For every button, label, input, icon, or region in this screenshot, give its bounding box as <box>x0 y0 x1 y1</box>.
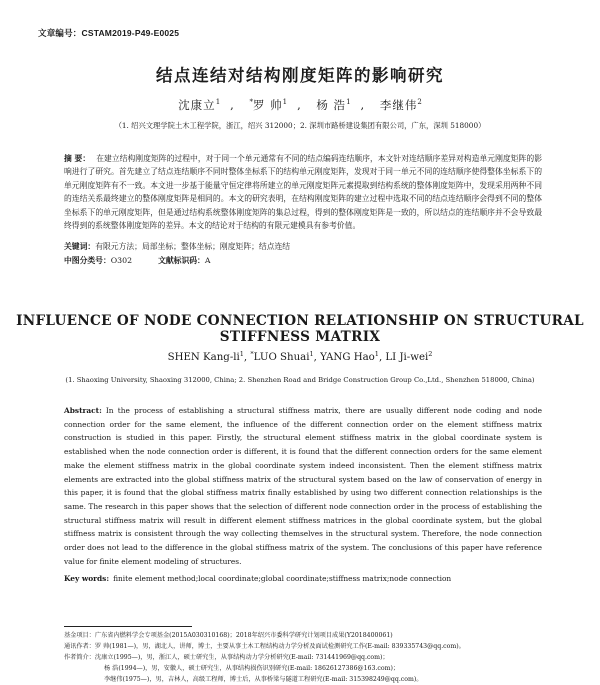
abstract-cn-text: 在建立结构刚度矩阵的过程中，对于同一个单元通常有不同的结点编码连结顺序，本文针对连结顺序差异对构造单元刚度矩阵的影响进行了研究。首先建立了结点连结顺序不同时整体坐标系下的结构单元刚度矩阵，发现对于同一单元不同的连结顺序使得整体坐标系下的单元刚度矩阵有不一致。本文进一步基于能量守恒定律将所建立的单元刚度矩阵元素提取到结构系统的整体刚度矩阵中，发现采用两种不同的连结关系最终建立的整体刚度矩阵是相同的。本文的研究表明，在结构刚度矩阵的建立过程中选取不同的结点连结顺序会得到不同的整体坐标系下的单元刚度矩阵，但是通过结构系统整体刚度矩阵的集总过程，得到的整体刚度矩阵是一致的，所以结点的连结顺序并不会导致最终得到的系统整体刚度矩阵的差异。本文的结论对于结构的有限元建模具有参考价值。 <box>64 154 542 231</box>
article-number: 文章编号：CSTAM2019-P49-E0025 <box>38 28 180 38</box>
author-en-3: YANG Hao$^1$ <box>320 350 379 363</box>
author-en-4: LI Ji-wei$^2$ <box>385 350 433 363</box>
keywords-en-text: finite element method;local coordinate;global coordinate;stiffness matrix;node connection <box>113 574 452 583</box>
author-cn-4: 李继伟$^2$ <box>379 98 422 112</box>
abstract-english <box>64 404 542 568</box>
author-cn-3: 杨 浩$^1$ <box>316 98 351 112</box>
clc-value: O302 <box>110 256 133 265</box>
keywords-en-label: Key words: <box>64 574 110 583</box>
clc-label: 中图分类号： <box>64 256 111 265</box>
title-chinese: 结点连结对结构刚度矩阵的影响研究 <box>156 67 444 85</box>
keywords-cn-text: 有限元方法；局部坐标；整体坐标；刚度矩阵；结点连结 <box>95 242 291 251</box>
abstract-en-label: Abstract: <box>64 406 102 415</box>
footnotes <box>64 630 542 685</box>
affiliations-english: (1. Shaoxing University, Shaoxing 312000, China; 2. Shenzhen Road and Bridge Construction Group Co.,Ltd., Shenzhen 518000, China) <box>65 376 535 384</box>
footnote-author-bio-2: 杨 浩(1994—)，男，安徽人，硕士研究生，从事结构损伤识别研究(E-mail: 18626127386@163.com)； <box>104 665 400 672</box>
author-cn-1: 沈康立$^1$ <box>178 98 221 112</box>
title-english <box>0 313 600 345</box>
footnote-author-bio-3: 李继伟(1975—)，男，吉林人，高级工程师，博士后，从事桥梁与隧道工程研究(E-mail: 315398249@qq.com)。 <box>104 676 423 683</box>
doc-code-label: 文献标识码： <box>158 256 205 265</box>
title-en-line-1: INFLUENCE OF NODE CONNECTION RELATIONSHIP ON STRUCTURAL <box>16 313 584 329</box>
author-en-2: *LUO Shuai$^1$ <box>250 350 314 363</box>
doc-code-value: A <box>204 256 211 265</box>
keywords-english <box>64 574 542 583</box>
abstract-cn-label: 摘 要： <box>64 154 91 163</box>
footnote-corresponding-author: 通讯作者：罗 帅(1981—)，男，湖北人，讲师，博士，主要从事土木工程结构动力学分析及面试检测研究工作(E-mail: 839335743@qq.com)。 <box>64 643 465 650</box>
footnote-author-bio-1: 作者简介：沈康立(1995—)，男，浙江人，硕士研究生，从事结构动力学分析研究(E-mail: 731441969@qq.com)； <box>64 654 389 661</box>
keywords-cn-label: 关键词： <box>64 242 96 251</box>
authors-english: SHEN Kang-$li^1$, *LUO Shuai$^1$, YANG Hao$^1$, LI Ji-wei$^2$ <box>167 350 433 363</box>
authors-chinese: 沈康立$^1$ , *罗 帅$^1$ , 杨 浩$^1$ , 李继伟$^2$ <box>178 98 422 112</box>
abstract-chinese <box>64 152 542 232</box>
author-cn-2: *罗 帅$^1$ <box>249 98 288 112</box>
classification-line <box>64 255 542 266</box>
footnote-divider <box>64 626 192 627</box>
title-en-line-2: STIFFNESS MATRIX <box>219 329 381 345</box>
keywords-chinese <box>64 241 542 252</box>
abstract-en-text: In the process of establishing a structural stiffness matrix, there are usually different node coding and node connection order for the same element, the influence of the different connection order on the element stiffness matrix construction is studied in this paper. Firstly, the structural element stiffness matrix in the global coordinate system is established when the node connection order is different, it is found that the different connection orders for the same element make the element stiffness matrix in the global coordinate system indeed inconsistent. Then the element stiffness matrix elements are extracted into the global stiffness matrix of the structural system based on the law of conservation of energy in this paper, it is found that the global stiffness matrix finally established by using two different connection relationships is the same. The research in this paper shows that the selection of different node connection order in the process of establishing the structural stiffness matrix will result in different element stiffness matrices in the global coordinate system, but the global stiffness matrix is consistent through the way collecting themselves in the structural system. Therefore, the node connection order does not lead to the difference in the global stiffness matrix of the system. The conclusions of this paper have reference value for finite element modeling of structures. <box>64 406 542 566</box>
author-en-1: SHEN Kang-$li^1$ <box>167 350 244 363</box>
affiliations-chinese: （1. 绍兴文理学院土木工程学院，浙江，绍兴 312000；2. 深圳市路桥建设集团有限公司，广东，深圳 518000） <box>114 121 486 130</box>
footnote-funding: 基金项目：广东省内燃料学会专项基金(2015A030310168)；2018年绍兴市委科学研究计划项目成果(Y2018400061) <box>64 632 393 639</box>
